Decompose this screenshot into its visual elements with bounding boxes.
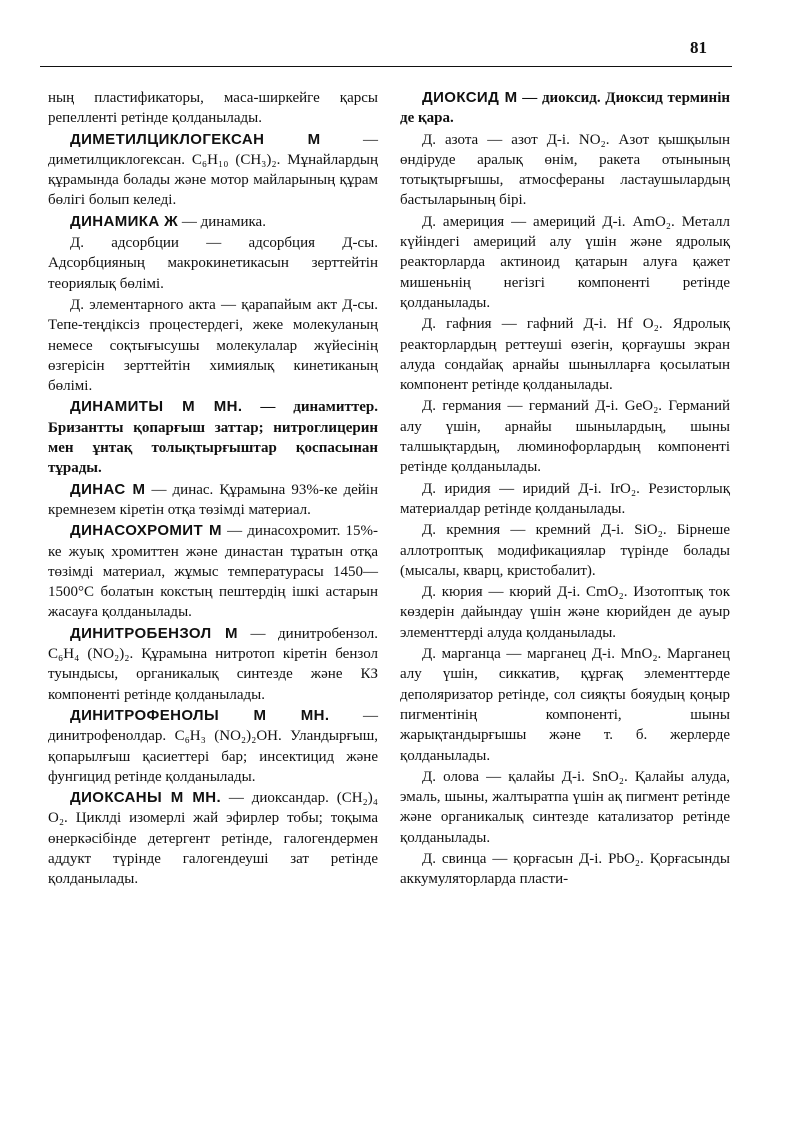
entry-subsense: Д. олова — қалайы Д-і. SnO₂. Қалайы алуда, эмаль, шыны, жалтыратпа үшін ақ пигмент ретінде және органикалық синтезде катализатор ретінде қолданылады. bbox=[400, 768, 730, 846]
dictionary-entry: ДИНАМИКА Ж — динамика. bbox=[70, 212, 266, 230]
dictionary-entry: ДИНИТРОФЕНОЛЫ М МН. — динитрофенолдар. C₆H₃ (NO₂)₂OH. Уландырғыш, қопарылғыш қасиеттері бар; инсектицид және фунгицид ретінде қолданылады. bbox=[48, 706, 379, 785]
entry-headword: ДИНАС М bbox=[70, 480, 146, 498]
right-column bbox=[400, 88, 730, 891]
entry-subsense: Д. адсорбции — адсорбция Д-сы. Адсорбцияның макрокинетикасын зерттейтін теориялық бөлімі. bbox=[48, 235, 378, 292]
entry-subsense: Д. кремния — кремний Д-і. SiO₂. Бірнеше аллотроптық модификациялар түрінде болады (мысалы, кварц, кристобалит). bbox=[400, 522, 730, 579]
dictionary-entry: ДИОКСАНЫ М МН. — диоксандар. (CH₂)₄ O₂. Циклді изомерлі жай эфирлер тобы; тоқыма өнеркәсібінде детергент ретінде, галогендермен аддукт түрінде галогендеуші зат ретінде қолданылады. bbox=[48, 789, 378, 888]
dictionary-entry: ДИНАМИТЫ М МН. — динамиттер. Бризантты қопарғыш заттар; нитроглицерин мен ұнтақ толықтырғыштар қоспасынан тұрады. bbox=[48, 398, 378, 477]
entry-headword: ДИНАМИКА Ж bbox=[70, 212, 179, 230]
entry-headword: ДИОКСАНЫ М МН. bbox=[70, 789, 222, 807]
entry-subsense: Д. кюрия — кюрий Д-і. CmO₂. Изотоптық ток көздерін дайындау үшін және кюрийден де ауыр элементтерді алуда қолданылады. bbox=[400, 584, 730, 641]
dictionary-entry: ДИНАС М — динас. Құрамына 93%-ке дейін кремнезем кіретін отқа төзімді материал. bbox=[48, 480, 378, 518]
dictionary-entry: ДИНИТРОБЕНЗОЛ М — динитробензол. C₆H₄ (NO₂)₂. Құрамына нитротоп кіретін бензол туындысы, органикалық синтезде және КЗ компоненті ретінде қолданылады. bbox=[48, 624, 378, 703]
entry-subsense: Д. свинца — қорғасын Д-і. PbO₂. Қорғасынды аккумуляторларда пласти- bbox=[400, 850, 730, 888]
entry-subsense: Д. иридия — иридий Д-і. IrO₂. Резисторлық материалдар ретінде қолданылады. bbox=[400, 480, 730, 517]
entry-subsense: Д. элементарного акта — қарапайым акт Д-сы. Тепе-теңдіксіз процестердегі, жеке молекуланың немесе соқтығысушы молекулалар жүйесінің өзгерісін зерттейтін химиялық кинетиканың бөлімі. bbox=[48, 296, 378, 395]
page-number: 81 bbox=[690, 38, 707, 57]
dictionary-entry: ДИНАСОХРОМИТ М — динасохромит. 15%-ке жуық хромиттен және династан тұратын отқа төзімді материал, жұмыс температурасы 1450—1500°C болатын кокстың пештердің ішкі астарын жасауға қолданылады. bbox=[48, 522, 379, 621]
entry-subsense: Д. америция — америций Д-і. AmO₂. Металл күйіндегі америций алу үшін және ядролық реакторларда актиноид қатарын алуға қажет мишеньнің негізгі компоненті ретінде қолданылады. bbox=[400, 213, 730, 311]
dictionary-entry: ДИМЕТИЛЦИКЛОГЕКСАН М — диметилциклогексан. C₆H₁₀ (CH₃)₂. Мұнайлардың құрамында болады және мотор майларының құрам бөлігі болып келеді. bbox=[48, 130, 378, 209]
entry-subsense: Д. азота — азот Д-і. NO₂. Азот қышқылын өндіруде аралық өнім, ракета отынының тотықтырғышы, атмосфераны ластаушылардың бастыларының бірі. bbox=[400, 131, 730, 209]
entry-headword: ДИНАМИТЫ М МН. bbox=[70, 398, 243, 416]
entry-headword: ДИНИТРОБЕНЗОЛ М bbox=[70, 624, 238, 642]
left-column bbox=[48, 88, 378, 891]
entry-headword: ДИМЕТИЛЦИКЛОГЕКСАН М bbox=[70, 130, 321, 148]
entry-headword: ДИНАСОХРОМИТ М bbox=[70, 522, 222, 540]
entry-headword: ДИНИТРОФЕНОЛЫ М МН. bbox=[70, 706, 330, 724]
entry-subsense: Д. германия — германий Д-і. GeO₂. Германий алу үшін, арнайы шынылардың, шыны талшықтардың, люминофорлардың компоненті ретінде қолданылады. bbox=[400, 398, 730, 476]
entry-subsense: Д. гафния — гафний Д-і. Hf O₂. Ядролық реакторлардың реттеуші өзегін, қорғаушы экран алуда сондайақ арнайы шынылларға қосылатын компонент ретінде қолданылады. bbox=[400, 316, 730, 394]
header-rule bbox=[40, 66, 732, 67]
entry-headword: ДИОКСИД М bbox=[422, 89, 518, 106]
entry-subsense: Д. марганца — марганец Д-і. MnO₂. Марганец алу үшін, сиккатив, құрғақ элементтерде деполяризатор ретінде, сол сияқты бояудың қоңыр пигментінің компоненті, шыны жарықтандырғышы және т. б. жерлерде қолданылады. bbox=[400, 646, 730, 764]
entry-continuation: ның пластификаторы, маса-ширкейге қарсы репелленті ретінде қолданылады. bbox=[48, 90, 378, 127]
dictionary-entry: ДИОКСИД М — диоксид. Диоксид терминін де қара. bbox=[400, 89, 731, 127]
